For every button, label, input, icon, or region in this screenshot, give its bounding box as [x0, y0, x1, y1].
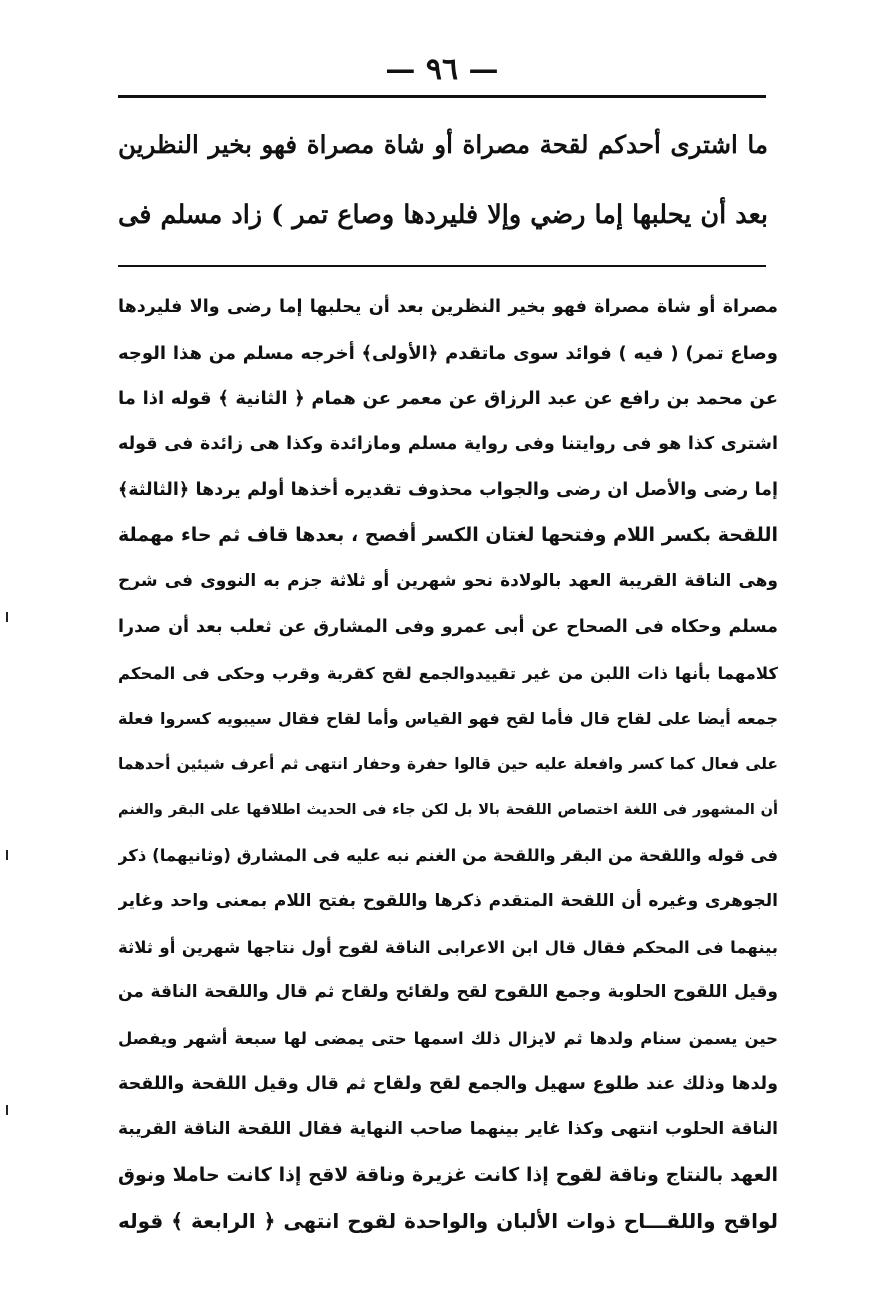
hadith-line: ما اشترى أحدكم لقحة مصراة أو شاة مصراة فهو بخير النظرين: [118, 130, 768, 159]
scan-margin-mark: [6, 1105, 8, 1115]
commentary-line: مسلم وحكاه فى الصحاح عن أبى عمرو وفى المشارق عن ثعلب بعد أن صدرا: [118, 616, 778, 637]
commentary-line: اشترى كذا هو فى روايتنا وفى رواية مسلم ومازائدة وكذا هى زائدة فى قوله: [118, 434, 778, 455]
commentary-line: الناقة الحلوب انتهى وكذا غاير بينهما صاحب النهاية فقال اللقحة الناقة القريبة: [118, 1119, 778, 1140]
commentary-line: وقيل اللقوح الحلوبة وجمع اللقوح لقح ولقائح ولقاح ثم قال واللقحة الناقة من: [118, 982, 778, 1003]
commentary-line: عن محمد بن رافع عن عبد الرزاق عن معمر عن همام ﴿ الثانية ﴾ قوله اذا ما: [118, 388, 778, 410]
commentary-line: لواقح واللقـــاح ذوات الألبان والواحدة لقوح انتهى ﴿ الرابعة ﴾ قوله: [118, 1208, 778, 1233]
commentary-line: وهى الناقة القريبة العهد بالولادة نحو شهرين أو ثلاثة جزم به النووى فى شرح: [118, 571, 778, 592]
commentary-line: اللقحة بكسر اللام وفتحها لغتان الكسر أفصح ، بعدها قاف ثم حاء مهملة: [118, 524, 778, 547]
commentary-line: ولدها وذلك عند طلوع سهيل والجمع لقح ولقاح ثم قال وقيل اللقحة واللقحة: [118, 1073, 778, 1094]
commentary-line: إما رضى والأصل ان رضى والجواب محذوف تقديره أخذها أولم يردها ﴿الثالثة﴾: [118, 479, 778, 500]
scan-margin-mark: [6, 612, 8, 622]
hadith-text: [118, 110, 768, 250]
hadith-line: بعد أن يحلبها إما رضي وإلا فليردها وصاع تمر ) زاد مسلم فى: [118, 200, 768, 230]
commentary-line: العهد بالنتاج وناقة لقوح إذا كانت غزيرة وناقة لاقح إذا كانت حاملا ونوق: [118, 1164, 778, 1187]
commentary-line: مصراة أو شاة مصراة فهو بخير النظرين بعد أن يحلبها إما رضى والا فليردها: [118, 297, 778, 317]
page-number: — ٩٦ —: [385, 52, 499, 87]
scan-margin-mark: [6, 850, 8, 860]
commentary-line: كلامهما بأنها ذات اللبن من غير تقييدوالجمع لقح كقربة وقرب وحكى فى المحكم: [118, 663, 778, 683]
commentary-line: على فعال كما كسر وافعلة عليه حين قالوا حفرة وحفار انتهى ثم أعرف شيئين أحدهما: [118, 754, 778, 773]
commentary-line: الجوهرى وغيره أن اللقحة المتقدم ذكرها واللقوح بفتح اللام بمعنى واحد وغاير: [118, 890, 778, 911]
commentary-line: بينهما فى المحكم فقال قال ابن الاعرابى الناقة لقوح أول نتاجها شهرين أو ثلاثة: [118, 937, 778, 957]
top-rule: [118, 95, 766, 98]
commentary-text: [118, 285, 778, 1244]
commentary-line: جمعه أيضا على لقاح قال فأما لقح فهو القياس وأما لقاح فقال سيبويه كسروا فعلة: [118, 709, 778, 729]
commentary-line: وصاع تمر) ( فيه ) فوائد سوى ماتقدم ﴿الأولى﴾ أخرجه مسلم من هذا الوجه: [118, 342, 778, 364]
separator-rule: [118, 265, 766, 267]
commentary-line: أن المشهور فى اللغة اختصاص اللقحة بالا بل لكن جاء فى الحديث اطلاقها على البقر والغنم: [118, 801, 778, 818]
commentary-line: فى قوله واللقحة من البقر واللقحة من الغنم نبه عليه فى المشارق (وثانيهما) ذكر: [118, 846, 778, 866]
commentary-line: حين يسمن سنام ولدها ثم لايزال ذلك اسمها حتى يمضى لها سبعة أشهر ويفصل: [118, 1029, 778, 1048]
